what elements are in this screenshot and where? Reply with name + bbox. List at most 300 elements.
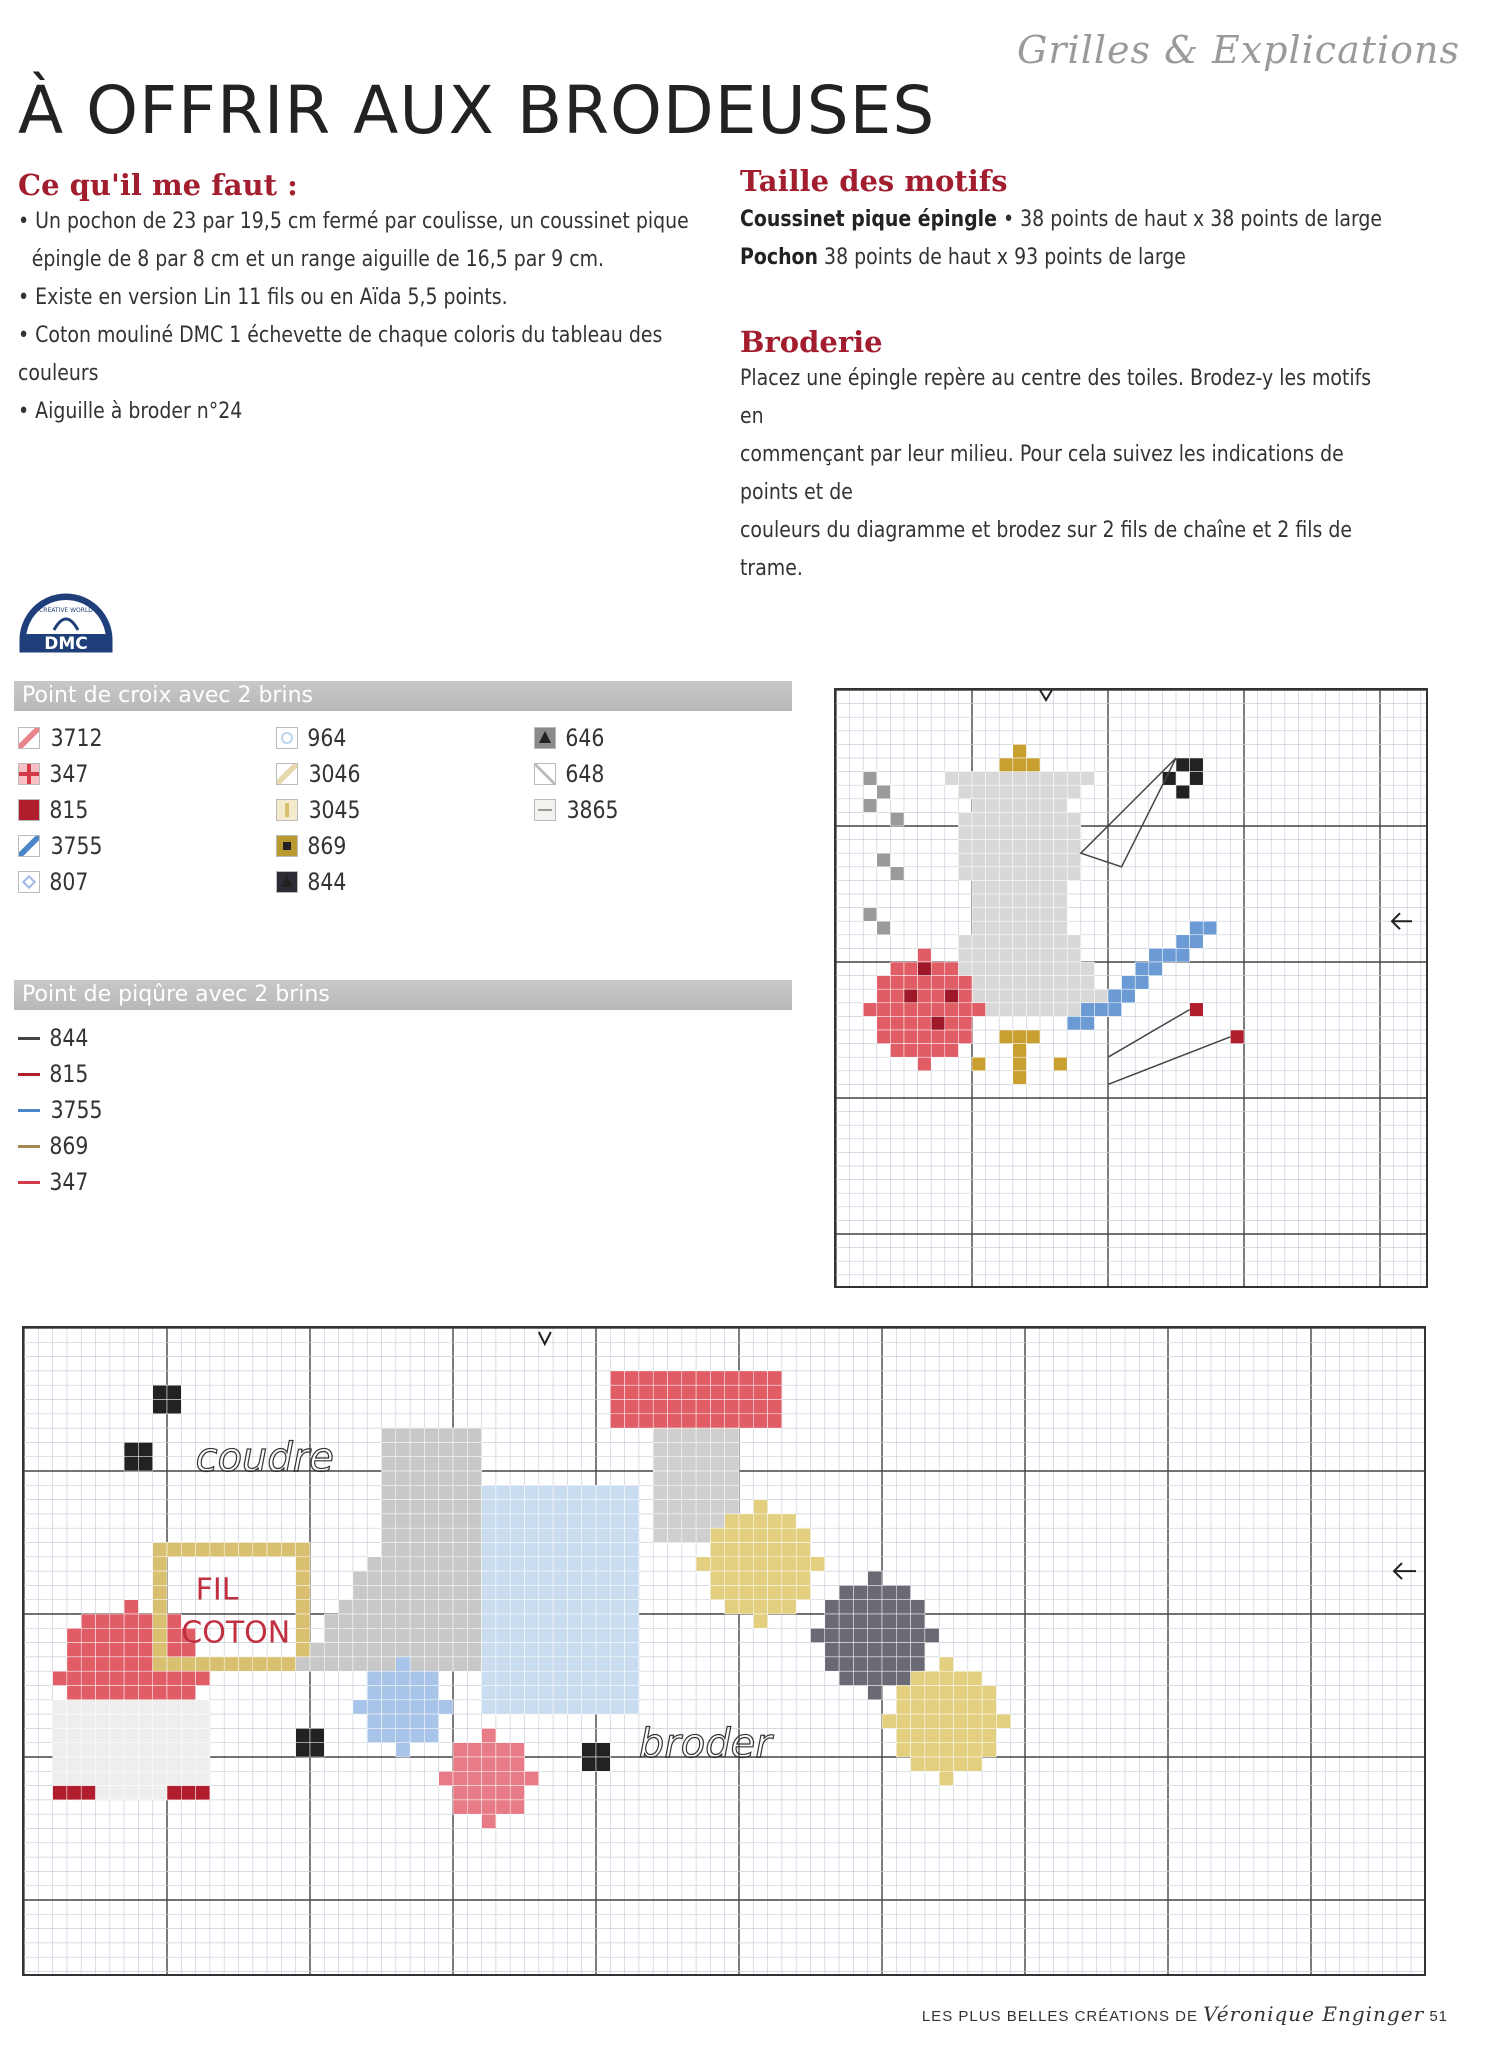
stitch — [453, 1600, 467, 1614]
stitch — [1135, 962, 1149, 976]
stitch — [1081, 1016, 1095, 1030]
stitch — [253, 1543, 267, 1557]
stitch — [1026, 1003, 1040, 1017]
materials-item: • Coton mouliné DMC 1 échevette de chaque coloris du tableau des couleurs — [18, 323, 663, 386]
stitch — [496, 1485, 510, 1499]
stitch — [1040, 772, 1054, 786]
stitch — [710, 1557, 724, 1571]
stitch — [986, 976, 1000, 990]
stitch — [482, 1557, 496, 1571]
stitch — [81, 1743, 95, 1757]
stitch — [424, 1657, 438, 1671]
stitch — [911, 1714, 925, 1728]
stitch — [439, 1771, 453, 1785]
stitch — [911, 1614, 925, 1628]
stitch — [853, 1600, 867, 1614]
stitch — [138, 1442, 152, 1456]
stitch — [138, 1728, 152, 1742]
stitch — [382, 1657, 396, 1671]
stitch — [1067, 826, 1081, 840]
stitch — [911, 1700, 925, 1714]
stitch — [510, 1700, 524, 1714]
stitch — [1040, 785, 1054, 799]
stitch — [410, 1614, 424, 1628]
stitch — [525, 1686, 539, 1700]
stitch — [882, 1614, 896, 1628]
stitch — [958, 826, 972, 840]
stitch — [582, 1557, 596, 1571]
stitch — [296, 1728, 310, 1742]
stitch — [124, 1786, 138, 1800]
stitch — [768, 1400, 782, 1414]
stitch — [553, 1671, 567, 1685]
stitch — [124, 1728, 138, 1742]
stitch — [999, 812, 1013, 826]
stitch — [396, 1743, 410, 1757]
key-entry — [276, 864, 365, 900]
stitch — [124, 1442, 138, 1456]
stitch — [696, 1485, 710, 1499]
stitch — [696, 1400, 710, 1414]
stitch — [453, 1442, 467, 1456]
stitch — [653, 1442, 667, 1456]
stitch — [811, 1628, 825, 1642]
stitch — [939, 1700, 953, 1714]
stitch — [1026, 826, 1040, 840]
stitch — [982, 1743, 996, 1757]
stitch — [382, 1442, 396, 1456]
stitch — [1067, 962, 1081, 976]
stitch — [482, 1528, 496, 1542]
stitch — [625, 1643, 639, 1657]
stitch — [567, 1614, 581, 1628]
stitch — [653, 1471, 667, 1485]
stitch — [453, 1500, 467, 1514]
stitch — [496, 1514, 510, 1528]
stitch — [167, 1771, 181, 1785]
stitch — [367, 1614, 381, 1628]
stitch — [668, 1371, 682, 1385]
stitch — [1122, 976, 1136, 990]
stitch — [367, 1585, 381, 1599]
stitch — [81, 1700, 95, 1714]
stitch — [639, 1385, 653, 1399]
color-swatch — [18, 871, 40, 893]
stitch — [710, 1543, 724, 1557]
stitch — [986, 812, 1000, 826]
stitch — [467, 1485, 481, 1499]
stitch — [153, 1571, 167, 1585]
stitch — [986, 785, 1000, 799]
color-swatch — [276, 727, 298, 749]
color-code: 815 — [49, 796, 89, 824]
stitch — [67, 1714, 81, 1728]
stitch — [67, 1686, 81, 1700]
stitch — [1054, 1057, 1068, 1071]
stitch — [1176, 758, 1190, 772]
stitch — [972, 948, 986, 962]
logo-tagline: CREATIVE WORLD — [39, 607, 93, 614]
stitch — [725, 1428, 739, 1442]
stitch — [482, 1700, 496, 1714]
stitch — [853, 1671, 867, 1685]
stitch — [954, 1671, 968, 1685]
stitch — [1013, 935, 1027, 949]
stitch — [890, 812, 904, 826]
stitch — [439, 1442, 453, 1456]
stitch — [882, 1714, 896, 1728]
stitch — [482, 1485, 496, 1499]
stitch — [986, 935, 1000, 949]
stitch — [525, 1671, 539, 1685]
color-code: 3046 — [308, 760, 361, 788]
stitch — [96, 1671, 110, 1685]
stitch — [625, 1543, 639, 1557]
stitch — [768, 1557, 782, 1571]
stitch — [81, 1686, 95, 1700]
stitch — [1067, 772, 1081, 786]
stitch — [539, 1543, 553, 1557]
stitch — [424, 1514, 438, 1528]
stitch — [925, 1714, 939, 1728]
stitch — [367, 1686, 381, 1700]
stitch — [796, 1528, 810, 1542]
stitch — [1176, 785, 1190, 799]
stitch — [968, 1728, 982, 1742]
stitch — [567, 1500, 581, 1514]
color-code: 3755 — [50, 1096, 103, 1124]
key-column — [534, 720, 623, 828]
stitch — [696, 1557, 710, 1571]
stitch — [424, 1643, 438, 1657]
stitch — [110, 1643, 124, 1657]
stitch — [904, 989, 918, 1003]
stitch — [945, 772, 959, 786]
stitch — [925, 1757, 939, 1771]
stitch — [167, 1714, 181, 1728]
stitch — [81, 1786, 95, 1800]
stitch — [396, 1471, 410, 1485]
stitch — [410, 1700, 424, 1714]
stitch — [968, 1714, 982, 1728]
stitch — [1013, 962, 1027, 976]
stitch — [1013, 744, 1027, 758]
stitch — [610, 1500, 624, 1514]
stitch — [725, 1485, 739, 1499]
stitch — [877, 1003, 891, 1017]
stitch — [153, 1700, 167, 1714]
stitch — [382, 1628, 396, 1642]
stitch — [1054, 948, 1068, 962]
stitch — [167, 1757, 181, 1771]
stitch — [863, 908, 877, 922]
stitch — [567, 1585, 581, 1599]
stitch — [467, 1514, 481, 1528]
stitch — [753, 1385, 767, 1399]
stitch — [153, 1600, 167, 1614]
stitch — [839, 1628, 853, 1642]
stitch — [653, 1457, 667, 1471]
stitch — [582, 1571, 596, 1585]
stitch — [625, 1528, 639, 1542]
stitch — [982, 1714, 996, 1728]
stitch — [982, 1686, 996, 1700]
stitch — [972, 989, 986, 1003]
stitch — [739, 1414, 753, 1428]
stitch — [96, 1757, 110, 1771]
stitch — [890, 976, 904, 990]
color-code: 844 — [307, 868, 347, 896]
stitch — [768, 1543, 782, 1557]
stitch — [510, 1757, 524, 1771]
stitch — [1054, 867, 1068, 881]
stitch — [467, 1643, 481, 1657]
stitch — [110, 1657, 124, 1671]
stitch — [1013, 867, 1027, 881]
stitch — [496, 1657, 510, 1671]
stitch — [410, 1457, 424, 1471]
stitch — [353, 1657, 367, 1671]
stitch — [424, 1700, 438, 1714]
stitch — [753, 1614, 767, 1628]
dress-form-top — [999, 744, 1040, 771]
stitch — [110, 1628, 124, 1642]
stitch — [739, 1543, 753, 1557]
stitch — [153, 1757, 167, 1771]
stitch — [725, 1571, 739, 1585]
key-entry — [276, 720, 365, 756]
stitch — [918, 1057, 932, 1071]
stitch — [931, 976, 945, 990]
stitch — [510, 1557, 524, 1571]
stitch — [1067, 976, 1081, 990]
stitch — [467, 1771, 481, 1785]
stitch — [110, 1686, 124, 1700]
stitch — [725, 1600, 739, 1614]
spool-label-fil: FIL — [195, 1572, 239, 1608]
stitch — [167, 1400, 181, 1414]
stitch — [939, 1686, 953, 1700]
stitch — [868, 1643, 882, 1657]
stitch — [596, 1600, 610, 1614]
stitch — [877, 853, 891, 867]
size-label: Pochon — [740, 245, 819, 270]
stitch — [931, 1030, 945, 1044]
stitch — [339, 1614, 353, 1628]
stitch — [610, 1385, 624, 1399]
stitch — [496, 1800, 510, 1814]
center-arrow-icon — [1394, 1563, 1416, 1579]
stitch — [972, 853, 986, 867]
stitch — [918, 1016, 932, 1030]
stitch — [896, 1614, 910, 1628]
stitch — [1013, 799, 1027, 813]
page-title: À OFFRIR AUX BRODEUSES — [18, 72, 936, 149]
stitch — [939, 1657, 953, 1671]
stitch — [439, 1528, 453, 1542]
stitch — [1054, 935, 1068, 949]
stitch — [1026, 894, 1040, 908]
cross-stitch-key — [18, 720, 798, 920]
stitch — [710, 1485, 724, 1499]
stitch — [153, 1643, 167, 1657]
stitch — [539, 1485, 553, 1499]
stitch — [868, 1571, 882, 1585]
stitch — [653, 1414, 667, 1428]
color-swatch — [18, 835, 40, 857]
stitch — [210, 1657, 224, 1671]
backstitch-entry — [18, 1056, 218, 1092]
stitch — [999, 853, 1013, 867]
stitch — [610, 1514, 624, 1528]
stitch — [911, 1743, 925, 1757]
stitch — [1026, 853, 1040, 867]
stitch — [996, 1714, 1010, 1728]
stitch — [382, 1714, 396, 1728]
stitch — [753, 1557, 767, 1571]
stitch — [668, 1528, 682, 1542]
stitch — [1040, 948, 1054, 962]
size-value: 38 points de haut x 93 points de large — [818, 245, 1186, 270]
color-code: 964 — [307, 724, 347, 752]
stitch — [972, 812, 986, 826]
stitch — [682, 1500, 696, 1514]
stitch — [972, 785, 986, 799]
stitch — [939, 1743, 953, 1757]
dmc-logo — [14, 590, 118, 660]
stitch — [1040, 853, 1054, 867]
stitch — [768, 1514, 782, 1528]
stitch — [167, 1686, 181, 1700]
stitch — [710, 1385, 724, 1399]
stitch — [396, 1528, 410, 1542]
stitch — [972, 772, 986, 786]
stitch — [553, 1600, 567, 1614]
stitch — [96, 1728, 110, 1742]
stitch — [353, 1571, 367, 1585]
stitch — [110, 1700, 124, 1714]
color-code: 807 — [49, 868, 89, 896]
stitch — [911, 1757, 925, 1771]
stitch — [768, 1571, 782, 1585]
stitch — [510, 1571, 524, 1585]
stitch — [196, 1714, 210, 1728]
stitch — [958, 935, 972, 949]
stitch — [1040, 812, 1054, 826]
stitch — [610, 1628, 624, 1642]
stitch — [367, 1728, 381, 1742]
stitch — [1040, 894, 1054, 908]
stitch — [482, 1771, 496, 1785]
stitch — [999, 867, 1013, 881]
stitch — [753, 1571, 767, 1585]
stitch — [1054, 826, 1068, 840]
stitch — [424, 1485, 438, 1499]
stitch — [782, 1528, 796, 1542]
stitch — [1054, 853, 1068, 867]
stitch — [918, 1044, 932, 1058]
stitch — [124, 1714, 138, 1728]
stitch — [396, 1671, 410, 1685]
stitch — [167, 1743, 181, 1757]
stitch — [972, 880, 986, 894]
stitch — [625, 1657, 639, 1671]
materials-item: • Existe en version Lin 11 fils ou en Aïda 5,5 points. — [18, 285, 508, 310]
stitch — [396, 1543, 410, 1557]
stitch — [904, 976, 918, 990]
stitch — [986, 867, 1000, 881]
stitch — [96, 1614, 110, 1628]
stitch — [1054, 894, 1068, 908]
stitch — [972, 908, 986, 922]
stitch — [725, 1385, 739, 1399]
stitch — [181, 1686, 195, 1700]
stitch — [482, 1600, 496, 1614]
stitch — [67, 1728, 81, 1742]
stitch — [153, 1628, 167, 1642]
stitch — [382, 1500, 396, 1514]
stitch — [410, 1471, 424, 1485]
stitch — [482, 1614, 496, 1628]
stitch — [424, 1686, 438, 1700]
stitch — [224, 1657, 238, 1671]
stitch — [410, 1528, 424, 1542]
stitch — [496, 1528, 510, 1542]
stitch — [510, 1600, 524, 1614]
stitch — [1176, 935, 1190, 949]
stitch — [939, 1728, 953, 1742]
stitch — [410, 1571, 424, 1585]
color-code: 646 — [565, 724, 605, 752]
stitch — [382, 1700, 396, 1714]
stitch — [986, 1003, 1000, 1017]
stitch — [582, 1657, 596, 1671]
stitch — [396, 1428, 410, 1442]
stitch — [839, 1614, 853, 1628]
stitch — [382, 1528, 396, 1542]
stitch — [682, 1528, 696, 1542]
stitch — [653, 1500, 667, 1514]
stitch — [53, 1671, 67, 1685]
stitch — [396, 1585, 410, 1599]
stitch — [310, 1643, 324, 1657]
stitch — [482, 1671, 496, 1685]
stitch — [968, 1700, 982, 1714]
stitch — [567, 1485, 581, 1499]
stitch — [610, 1614, 624, 1628]
stitch — [138, 1743, 152, 1757]
stitch — [1013, 989, 1027, 1003]
stitch — [153, 1385, 167, 1399]
stitch — [396, 1557, 410, 1571]
stitch — [853, 1614, 867, 1628]
stitch — [753, 1528, 767, 1542]
key-entry — [534, 792, 623, 828]
stitch — [710, 1414, 724, 1428]
stitch — [525, 1528, 539, 1542]
stitch — [410, 1600, 424, 1614]
stitch — [911, 1600, 925, 1614]
stitch — [396, 1728, 410, 1742]
stitch — [439, 1700, 453, 1714]
stitch — [968, 1671, 982, 1685]
stitch — [958, 867, 972, 881]
stitch — [138, 1786, 152, 1800]
stitch — [396, 1714, 410, 1728]
stitch — [382, 1514, 396, 1528]
stitch — [753, 1600, 767, 1614]
stitch — [839, 1657, 853, 1671]
